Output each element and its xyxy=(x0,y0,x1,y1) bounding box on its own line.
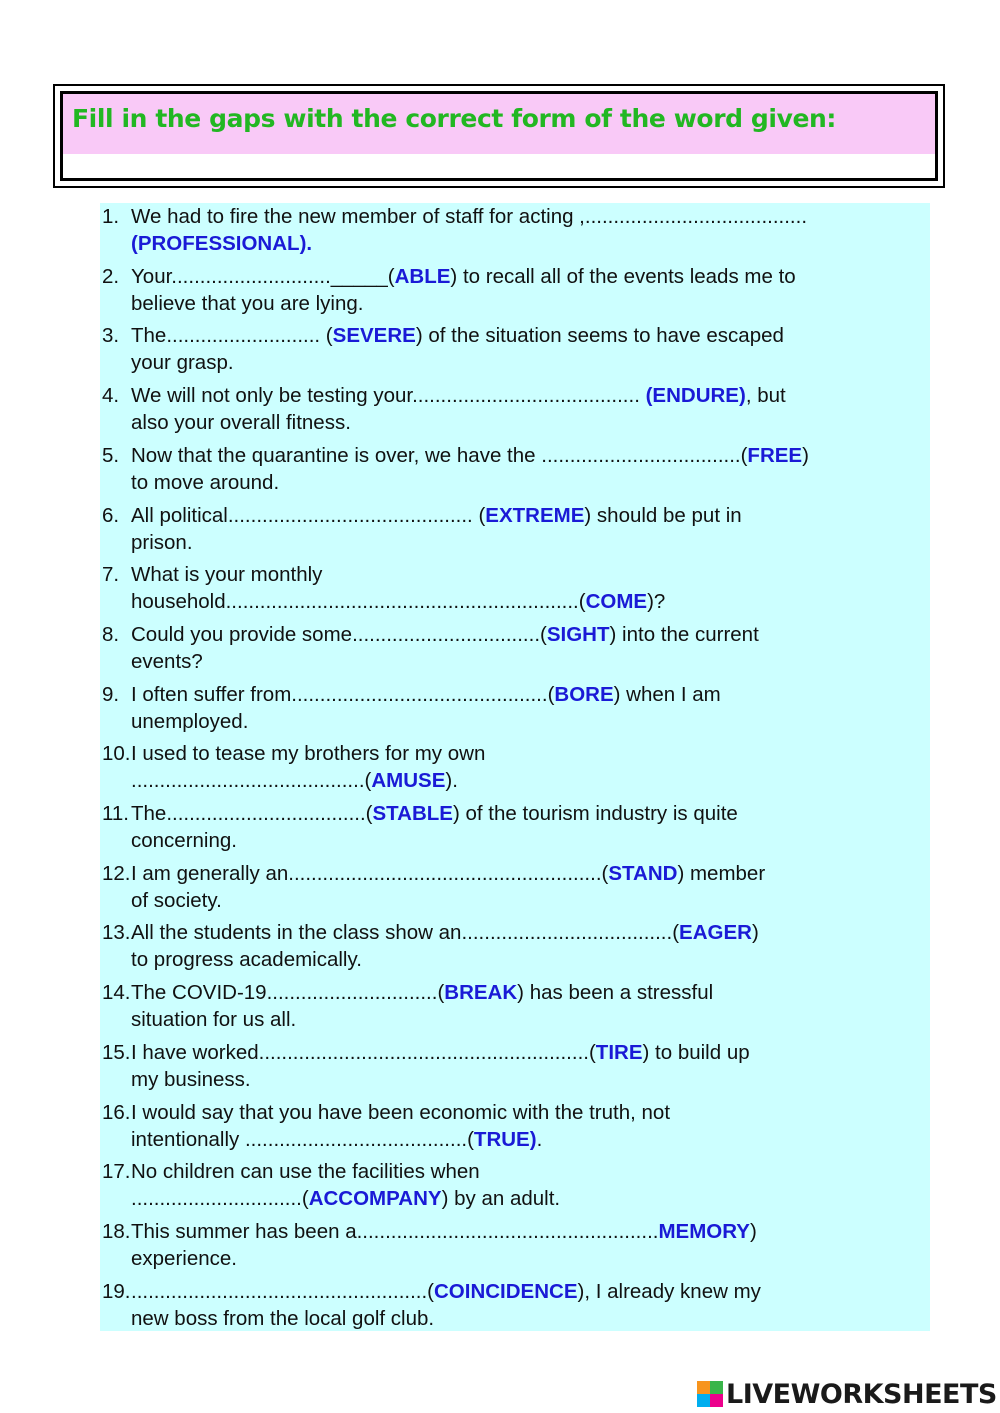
question-text: situation for us all. xyxy=(131,1008,297,1032)
question-number: 11. xyxy=(102,802,129,825)
question-number: 5. xyxy=(102,443,120,467)
question-text: I have worked..........................................................( xyxy=(131,1040,596,1064)
question-text: I used to tease my brothers for my own xyxy=(131,742,486,766)
question-text-line xyxy=(131,1039,750,1066)
instruction-box xyxy=(53,84,945,188)
question-text-line xyxy=(131,502,742,529)
question-text: to move around. xyxy=(131,470,280,494)
question-number: 12. xyxy=(102,861,131,885)
question-text-line xyxy=(131,349,234,376)
question-text: of society. xyxy=(131,888,222,912)
question-text: ) xyxy=(802,443,809,467)
root-word: EXTREME xyxy=(485,503,585,527)
question-number: 13. xyxy=(102,921,131,945)
question-text-line xyxy=(131,860,765,887)
liveworksheets-logo-icon xyxy=(697,1381,723,1407)
question-number: 1. xyxy=(102,205,120,228)
question-text: This summer has been a..................................................... xyxy=(131,1219,659,1243)
question-text-line xyxy=(131,1006,296,1033)
root-word: COME xyxy=(585,590,648,614)
question-text: Your............................_____( xyxy=(131,264,395,288)
question-number: 19. xyxy=(102,1279,131,1303)
root-word: SEVERE xyxy=(332,324,416,348)
question-text: What is your monthly xyxy=(131,563,323,587)
question-text: ) when I am xyxy=(613,682,721,706)
question-text: ) xyxy=(751,921,759,945)
question-text-line xyxy=(131,529,193,556)
question-text: .........................................( xyxy=(131,769,372,793)
question-text: my business. xyxy=(131,1067,251,1091)
question-text: , but xyxy=(745,384,786,408)
root-word: SIGHT xyxy=(546,622,610,646)
question-text: )? xyxy=(647,590,666,614)
question-text-line xyxy=(131,1305,434,1332)
question-text-line xyxy=(131,887,222,914)
instruction-title: Fill in the gaps with the correct form of the word given: xyxy=(72,104,837,133)
question-text: We had to fire the new member of staff for acting ,....................................... xyxy=(131,205,808,228)
root-word: ACCOMPANY xyxy=(308,1187,442,1211)
root-word: AMUSE xyxy=(371,769,446,793)
root-word: (PROFESSIONAL). xyxy=(131,232,313,255)
question-number: 7. xyxy=(102,563,120,587)
question-number: 15. xyxy=(102,1040,131,1064)
question-text: ), I already knew my xyxy=(577,1279,761,1303)
question-text: ) to recall all of the events leads me to xyxy=(450,264,796,288)
question-text-line xyxy=(131,919,759,946)
question-text-line xyxy=(131,442,809,469)
question-text-line xyxy=(131,681,721,708)
question-text: unemployed. xyxy=(131,709,249,733)
question-text: new boss from the local golf club. xyxy=(131,1306,435,1330)
root-word: BREAK xyxy=(444,981,518,1005)
root-word: MEMORY xyxy=(658,1219,750,1243)
question-text: ). xyxy=(445,769,458,793)
question-text: your grasp. xyxy=(131,351,234,375)
question-text: We will not only be testing your........................................ xyxy=(131,384,646,408)
question-text-line xyxy=(131,1245,237,1272)
question-text: No children can use the facilities when xyxy=(131,1160,480,1184)
question-text: prison. xyxy=(131,530,193,554)
root-word: (ENDURE) xyxy=(645,384,746,408)
question-number: 18. xyxy=(102,1219,131,1243)
question-text-line xyxy=(131,1099,670,1126)
question-text: ) xyxy=(749,1219,757,1243)
question-text: intentionally .......................................( xyxy=(131,1127,474,1151)
question-text-line xyxy=(131,290,363,317)
question-text: All political........................................... ( xyxy=(131,503,486,527)
question-text: also your overall fitness. xyxy=(131,411,351,435)
root-word: ABLE xyxy=(394,264,451,288)
question-number: 17. xyxy=(102,1160,131,1184)
question-text-line xyxy=(131,800,738,827)
question-number: 14. xyxy=(102,981,131,1005)
question-text-line xyxy=(131,827,237,854)
instruction-inner-frame xyxy=(60,91,938,181)
question-text: concerning. xyxy=(131,829,237,852)
question-text: believe that you are lying. xyxy=(131,291,364,315)
question-text-line xyxy=(131,561,322,588)
question-text: I would say that you have been economic with the truth, not xyxy=(131,1100,671,1124)
question-text: ) of the tourism industry is quite xyxy=(452,802,738,825)
question-number: 6. xyxy=(102,503,120,527)
question-number: 9. xyxy=(102,682,120,706)
question-text: ) has been a stressful xyxy=(517,981,714,1005)
root-word: FREE xyxy=(747,443,803,467)
root-word: BORE xyxy=(554,682,614,706)
question-text: ....................................................( xyxy=(131,1279,434,1303)
question-text-line xyxy=(131,263,796,290)
question-text: The COVID-19..............................( xyxy=(131,981,445,1005)
question-text: ) member xyxy=(677,861,766,885)
question-text-line xyxy=(131,946,362,973)
question-text: Now that the quarantine is over, we have the ...................................( xyxy=(131,443,748,467)
question-text: The........................... ( xyxy=(131,324,333,348)
question-text: household..............................................................( xyxy=(131,590,586,614)
question-text-line xyxy=(131,382,786,409)
question-text-line xyxy=(131,469,279,496)
question-text-line xyxy=(131,203,807,230)
question-text-line xyxy=(131,1126,542,1153)
question-text: ) to build up xyxy=(642,1040,750,1064)
question-text: to progress academically. xyxy=(131,948,362,972)
root-word: STAND xyxy=(608,861,678,885)
exercise-sheet xyxy=(100,203,930,1331)
question-text-line xyxy=(131,740,485,767)
root-word: COINCIDENCE xyxy=(434,1279,578,1303)
question-number: 10. xyxy=(102,742,131,766)
question-text: Could you provide some.................................( xyxy=(131,622,547,646)
question-text-line xyxy=(131,1185,560,1212)
question-text-line xyxy=(131,621,759,648)
question-text-line xyxy=(131,708,248,735)
root-word: STABLE xyxy=(372,802,453,825)
question-text: I am generally an.......................................................( xyxy=(131,861,609,885)
question-text: ) by an adult. xyxy=(441,1187,561,1211)
question-text: ) of the situation seems to have escaped xyxy=(415,324,784,348)
question-text: events? xyxy=(131,649,203,673)
question-number: 3. xyxy=(102,324,120,348)
question-text-line xyxy=(131,1066,251,1093)
instruction-band xyxy=(63,94,935,154)
question-text-line xyxy=(131,1218,757,1245)
question-text-line xyxy=(131,1158,480,1185)
question-number: 4. xyxy=(102,384,120,408)
question-text-line xyxy=(131,1278,761,1305)
question-text: ..............................( xyxy=(131,1187,309,1211)
root-word: EAGER xyxy=(679,921,752,945)
question-text: experience. xyxy=(131,1246,237,1270)
root-word: TIRE xyxy=(595,1040,643,1064)
root-word: TRUE) xyxy=(473,1127,537,1151)
question-text: I often suffer from.............................................( xyxy=(131,682,555,706)
question-text: ) into the current xyxy=(609,622,759,646)
liveworksheets-logo xyxy=(697,1378,997,1410)
question-number: 2. xyxy=(102,264,120,288)
question-text-line xyxy=(131,322,784,349)
question-text: ) should be put in xyxy=(584,503,742,527)
question-text-line xyxy=(131,767,458,794)
question-text-line xyxy=(131,979,713,1006)
question-text: All the students in the class show an.....................................( xyxy=(131,921,680,945)
question-text-line xyxy=(131,230,312,257)
question-number: 16. xyxy=(102,1100,131,1124)
question-text: The...................................( xyxy=(131,802,373,825)
liveworksheets-brand: LIVEWORKSHEETS xyxy=(726,1378,997,1410)
question-text-line xyxy=(131,588,665,615)
question-text: . xyxy=(536,1127,543,1151)
question-text-line xyxy=(131,648,203,675)
question-text-line xyxy=(131,409,351,436)
question-number: 8. xyxy=(102,622,120,646)
